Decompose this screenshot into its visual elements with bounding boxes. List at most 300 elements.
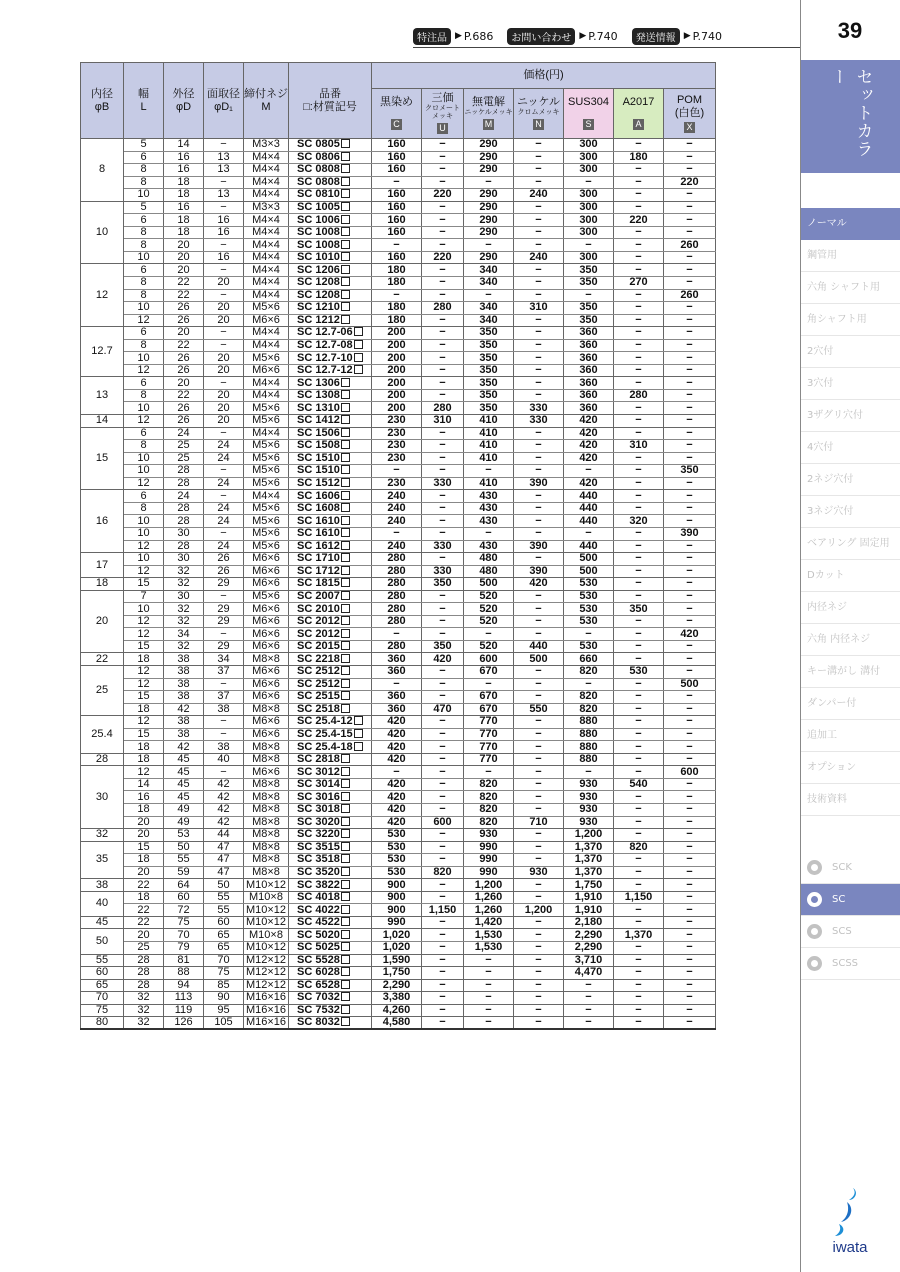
part-number: SC 1210: [297, 301, 340, 314]
material-sub: クロメートメッキ: [425, 105, 460, 120]
dim-cell: 40: [204, 753, 244, 766]
price-cell: −: [614, 201, 664, 214]
dim-cell: 26: [164, 352, 204, 365]
material-box-icon: [341, 290, 350, 299]
dim-cell: 75: [204, 967, 244, 980]
price-cell: −: [464, 289, 514, 302]
price-cell: 300: [564, 251, 614, 264]
dim-cell: M10×8: [244, 929, 289, 942]
dim-cell: 45: [164, 791, 204, 804]
side-nav-item[interactable]: 内径ネジ: [801, 592, 900, 624]
col-material: [664, 89, 716, 139]
price-cell: 670: [464, 703, 514, 716]
price-cell: −: [664, 615, 716, 628]
price-cell: 1,590: [372, 954, 422, 967]
price-cell: −: [564, 465, 614, 478]
dim-cell: 16: [124, 791, 164, 804]
dim-cell: M8×8: [244, 829, 289, 842]
table-row: [81, 389, 716, 402]
series-nav-item[interactable]: [801, 884, 900, 916]
part-number-cell: [289, 691, 372, 704]
dim-cell: 42: [204, 816, 244, 829]
part-number: SC 3515: [297, 841, 340, 853]
dim-cell: M12×12: [244, 979, 289, 992]
part-number: SC 3220: [297, 828, 340, 841]
price-cell: 1,200: [564, 829, 614, 842]
dim-cell: 28: [164, 502, 204, 515]
material-box-icon: [341, 842, 350, 851]
price-cell: 340: [464, 302, 514, 315]
material-box-icon: [341, 691, 350, 700]
price-cell: 820: [614, 841, 664, 854]
dim-cell: 42: [204, 791, 244, 804]
table-row: [81, 402, 716, 415]
dim-cell: 7: [124, 590, 164, 603]
price-cell: −: [464, 954, 514, 967]
table-row: [81, 678, 716, 691]
price-cell: −: [372, 527, 422, 540]
price-cell: −: [514, 377, 564, 390]
table-row: [81, 364, 716, 377]
part-number-cell: [289, 189, 372, 202]
dim-cell: M4×4: [244, 214, 289, 227]
material-box-icon: [341, 955, 350, 964]
price-cell: −: [664, 565, 716, 578]
triangle-right-icon: ▶: [579, 31, 587, 41]
part-number-cell: [289, 553, 372, 566]
side-nav-item[interactable]: オプション: [801, 752, 900, 784]
dim-cell: 60: [204, 916, 244, 929]
price-cell: −: [422, 753, 464, 766]
dim-cell: M4×4: [244, 339, 289, 352]
material-name: 三価: [431, 92, 454, 104]
side-nav-item[interactable]: 六角 内径ネジ: [801, 624, 900, 656]
price-cell: −: [514, 527, 564, 540]
dim-cell: 38: [164, 678, 204, 691]
price-cell: −: [422, 854, 464, 867]
part-number-cell: [289, 226, 372, 239]
table-row: [81, 477, 716, 490]
price-cell: −: [514, 502, 564, 515]
price-cell: 410: [464, 427, 514, 440]
price-cell: −: [514, 151, 564, 164]
price-cell: 420: [564, 427, 614, 440]
price-cell: −: [514, 465, 564, 478]
col-material: [564, 89, 614, 139]
side-nav-item[interactable]: 4穴付: [801, 432, 900, 464]
dim-cell: 24: [204, 452, 244, 465]
price-cell: 420: [372, 716, 422, 729]
dim-cell: 38: [164, 728, 204, 741]
ring-icon: [807, 956, 822, 971]
dim-cell: M5×6: [244, 515, 289, 528]
price-cell: 320: [614, 515, 664, 528]
dim-cell: −: [204, 139, 244, 152]
price-cell: 420: [372, 753, 422, 766]
price-cell: −: [664, 402, 716, 415]
part-number: SC 0808: [297, 176, 340, 188]
dim-cell: 42: [164, 703, 204, 716]
price-cell: −: [464, 465, 514, 478]
table-row: [81, 314, 716, 327]
dim-cell: 13: [204, 151, 244, 164]
dim-cell: 20: [164, 327, 204, 340]
table-row: [81, 176, 716, 189]
price-cell: 770: [464, 728, 514, 741]
price-cell: 420: [564, 477, 614, 490]
material-box-icon: [341, 616, 350, 625]
dim-cell: 25: [164, 452, 204, 465]
price-cell: −: [422, 465, 464, 478]
price-cell: −: [514, 314, 564, 327]
price-cell: −: [422, 214, 464, 227]
part-number-cell: [289, 603, 372, 616]
dim-cell: 20: [164, 264, 204, 277]
material-code: A: [633, 119, 644, 130]
material-box-icon: [341, 152, 350, 161]
price-cell: 1,260: [464, 904, 514, 917]
part-number-cell: [289, 1017, 372, 1030]
price-cell: −: [664, 841, 716, 854]
price-cell: 470: [422, 703, 464, 716]
bore-cell: 12.7: [81, 327, 124, 377]
price-cell: −: [422, 389, 464, 402]
price-cell: 930: [564, 816, 614, 829]
series-nav-item[interactable]: [801, 916, 900, 948]
price-cell: −: [422, 239, 464, 252]
price-cell: 270: [614, 277, 664, 290]
price-cell: −: [664, 979, 716, 992]
ref-page[interactable]: P.740: [588, 29, 618, 43]
price-cell: −: [614, 716, 664, 729]
price-cell: −: [372, 766, 422, 779]
bore-cell: 16: [81, 490, 124, 553]
price-cell: −: [514, 164, 564, 177]
material-box-icon: [354, 716, 363, 725]
price-cell: 930: [464, 829, 514, 842]
dim-cell: 5: [124, 201, 164, 214]
price-cell: 2,290: [372, 979, 422, 992]
price-cell: −: [514, 239, 564, 252]
part-number: SC 12.7-10: [297, 351, 353, 364]
price-cell: 330: [422, 540, 464, 553]
col-material: [372, 89, 422, 139]
logo-text: iwata: [832, 1239, 868, 1256]
bore-cell: 22: [81, 653, 124, 666]
price-cell: 240: [372, 502, 422, 515]
table-row: [81, 628, 716, 641]
price-cell: 600: [464, 653, 514, 666]
price-cell: −: [664, 803, 716, 816]
table-row: [81, 164, 716, 177]
series-nav: [801, 852, 900, 980]
price-cell: −: [514, 992, 564, 1005]
series-nav-item[interactable]: [801, 852, 900, 884]
part-number-cell: [289, 352, 372, 365]
dim-cell: M6×6: [244, 678, 289, 691]
price-cell: 180: [372, 314, 422, 327]
dim-cell: 12: [124, 540, 164, 553]
part-number: SC 1008: [297, 226, 340, 239]
dim-cell: M4×4: [244, 289, 289, 302]
dim-cell: M5×6: [244, 465, 289, 478]
bore-cell: 14: [81, 415, 124, 428]
price-cell: −: [664, 440, 716, 453]
price-cell: −: [514, 352, 564, 365]
material-box-icon: [341, 666, 350, 675]
price-cell: −: [664, 415, 716, 428]
dim-cell: M10×8: [244, 891, 289, 904]
table-row: [81, 766, 716, 779]
dim-cell: 94: [164, 979, 204, 992]
price-cell: 390: [664, 527, 716, 540]
bore-cell: 60: [81, 967, 124, 980]
part-number-cell: [289, 139, 372, 152]
price-cell: −: [614, 527, 664, 540]
material-code: C: [391, 119, 402, 130]
price-cell: 500: [464, 578, 514, 591]
dim-cell: 32: [164, 565, 204, 578]
price-cell: −: [514, 1017, 564, 1030]
price-cell: 350: [564, 277, 614, 290]
price-cell: −: [614, 377, 664, 390]
price-cell: −: [514, 452, 564, 465]
dim-cell: 10: [124, 603, 164, 616]
dim-cell: 8: [124, 339, 164, 352]
material-box-icon: [341, 240, 350, 249]
part-number: SC 2512: [297, 665, 340, 678]
price-cell: 420: [372, 816, 422, 829]
dim-cell: 16: [164, 201, 204, 214]
material-box-icon: [341, 215, 350, 224]
price-cell: 770: [464, 741, 514, 754]
price-cell: −: [514, 916, 564, 929]
part-number-cell: [289, 929, 372, 942]
price-cell: −: [614, 829, 664, 842]
series-nav-item[interactable]: [801, 948, 900, 980]
price-cell: 340: [464, 314, 514, 327]
price-cell: −: [664, 829, 716, 842]
price-cell: 290: [464, 151, 514, 164]
price-cell: −: [564, 678, 614, 691]
bore-cell: 20: [81, 590, 124, 653]
table-row: [81, 879, 716, 892]
dim-cell: 16: [204, 251, 244, 264]
price-cell: 670: [464, 691, 514, 704]
price-cell: −: [614, 251, 664, 264]
dim-cell: 22: [164, 277, 204, 290]
price-cell: 1,530: [464, 929, 514, 942]
dim-cell: 20: [124, 829, 164, 842]
bore-cell: 32: [81, 829, 124, 842]
side-nav-item[interactable]: 角シャフト用: [801, 304, 900, 336]
price-cell: 280: [372, 603, 422, 616]
dim-cell: M4×4: [244, 151, 289, 164]
price-cell: 360: [564, 377, 614, 390]
part-number-cell: [289, 452, 372, 465]
table-row: [81, 866, 716, 879]
price-cell: 330: [514, 415, 564, 428]
col-material: [464, 89, 514, 139]
ref-badge[interactable]: 特注品: [413, 28, 451, 45]
price-cell: −: [664, 427, 716, 440]
table-row: [81, 929, 716, 942]
side-nav-item[interactable]: Dカット: [801, 560, 900, 592]
dim-cell: M5×6: [244, 415, 289, 428]
part-number: SC 5025: [297, 941, 340, 954]
price-cell: 350: [614, 603, 664, 616]
price-cell: −: [614, 339, 664, 352]
side-nav-item[interactable]: 技術資料: [801, 784, 900, 816]
dim-cell: 55: [204, 891, 244, 904]
price-cell: −: [514, 766, 564, 779]
dim-cell: −: [204, 465, 244, 478]
table-row: [81, 490, 716, 503]
dim-cell: −: [204, 264, 244, 277]
dim-cell: 113: [164, 992, 204, 1005]
price-cell: −: [664, 665, 716, 678]
dim-cell: −: [204, 289, 244, 302]
price-cell: −: [664, 866, 716, 879]
part-number: SC 0808: [297, 163, 340, 176]
side-nav-item[interactable]: 3ネジ穴付: [801, 496, 900, 528]
side-nav-item[interactable]: 3穴付: [801, 368, 900, 400]
price-cell: 410: [464, 440, 514, 453]
price-cell: −: [422, 615, 464, 628]
series-nav-label: SCSS: [832, 958, 859, 969]
triangle-right-icon: ▶: [683, 31, 691, 41]
price-cell: 280: [614, 389, 664, 402]
side-nav-item[interactable]: 2ネジ穴付: [801, 464, 900, 496]
dim-cell: M8×8: [244, 791, 289, 804]
dim-cell: M5×6: [244, 540, 289, 553]
price-cell: −: [422, 151, 464, 164]
price-cell: −: [614, 264, 664, 277]
ref-badge[interactable]: 発送情報: [632, 28, 680, 45]
dim-cell: 15: [124, 728, 164, 741]
price-cell: −: [614, 402, 664, 415]
dim-cell: 24: [204, 440, 244, 453]
side-nav-item[interactable]: キー溝がし 溝付: [801, 656, 900, 688]
part-number: SC 2518: [297, 703, 340, 715]
side-nav-item[interactable]: ベアリング 固定用: [801, 528, 900, 560]
price-cell: −: [614, 239, 664, 252]
dim-cell: 20: [164, 251, 204, 264]
part-number-cell: [289, 703, 372, 716]
price-cell: 280: [422, 302, 464, 315]
price-cell: 440: [564, 540, 614, 553]
side-nav-item[interactable]: ダンパー付: [801, 688, 900, 720]
price-cell: 480: [464, 553, 514, 566]
ref-page[interactable]: P.686: [463, 29, 494, 43]
dim-cell: 10: [124, 302, 164, 315]
material-box-icon: [341, 528, 350, 537]
price-cell: −: [422, 377, 464, 390]
table-row: [81, 565, 716, 578]
dim-cell: 30: [164, 527, 204, 540]
part-number: SC 1815: [297, 577, 340, 590]
price-cell: −: [422, 502, 464, 515]
dim-cell: M5×6: [244, 302, 289, 315]
price-cell: −: [664, 201, 716, 214]
price-cell: 880: [564, 741, 614, 754]
price-cell: 410: [464, 415, 514, 428]
side-nav-item[interactable]: ノーマル: [801, 208, 900, 240]
table-row: [81, 189, 716, 202]
table-row: [81, 427, 716, 440]
price-cell: −: [614, 854, 664, 867]
price-cell: 360: [564, 352, 614, 365]
part-number-cell: [289, 327, 372, 340]
dim-cell: M4×4: [244, 264, 289, 277]
price-cell: −: [614, 640, 664, 653]
side-nav-item[interactable]: 3ザグリ穴付: [801, 400, 900, 432]
part-number: SC 2218: [297, 652, 340, 665]
part-number-cell: [289, 477, 372, 490]
dim-cell: 8: [124, 226, 164, 239]
price-cell: −: [514, 691, 564, 704]
price-cell: 420: [564, 415, 614, 428]
price-cell: 420: [372, 728, 422, 741]
table-row: [81, 615, 716, 628]
price-cell: 240: [514, 189, 564, 202]
table-row: [81, 289, 716, 302]
part-number: SC 1010: [297, 251, 340, 264]
table-row: [81, 916, 716, 929]
price-cell: 900: [372, 904, 422, 917]
side-nav-item[interactable]: 追加工: [801, 720, 900, 752]
price-cell: 200: [372, 377, 422, 390]
side-nav-item[interactable]: 2穴付: [801, 336, 900, 368]
side-nav-item[interactable]: 六角 シャフト用: [801, 272, 900, 304]
price-cell: 430: [464, 540, 514, 553]
product-table: [80, 62, 716, 1030]
dim-cell: 32: [124, 1017, 164, 1030]
part-number: SC 1208: [297, 276, 340, 289]
dim-cell: 32: [164, 640, 204, 653]
series-nav-label: SC: [832, 894, 846, 905]
bore-cell: 75: [81, 1004, 124, 1017]
price-cell: 930: [564, 778, 614, 791]
price-cell: −: [514, 841, 564, 854]
table-row: [81, 942, 716, 955]
part-number-cell: [289, 590, 372, 603]
price-cell: −: [422, 967, 464, 980]
dim-cell: 119: [164, 1004, 204, 1017]
dim-cell: M6×6: [244, 565, 289, 578]
price-cell: 290: [464, 201, 514, 214]
dim-cell: 25: [164, 440, 204, 453]
dim-cell: 90: [204, 992, 244, 1005]
ref-page[interactable]: P.740: [692, 29, 723, 43]
price-cell: −: [664, 603, 716, 616]
dim-cell: −: [204, 427, 244, 440]
dim-cell: −: [204, 176, 244, 189]
ref-badge[interactable]: お問い合わせ: [507, 28, 575, 45]
section-title: [801, 60, 900, 173]
col-width: 幅 L: [124, 63, 164, 139]
price-cell: −: [422, 841, 464, 854]
material-code: U: [437, 123, 448, 134]
dim-cell: M5×6: [244, 477, 289, 490]
dim-cell: 22: [124, 879, 164, 892]
side-nav-item[interactable]: 鋼管用: [801, 240, 900, 272]
material-box-icon: [341, 804, 350, 813]
price-cell: 530: [372, 841, 422, 854]
dim-cell: 10: [124, 553, 164, 566]
price-cell: 440: [564, 490, 614, 503]
table-row: [81, 691, 716, 704]
